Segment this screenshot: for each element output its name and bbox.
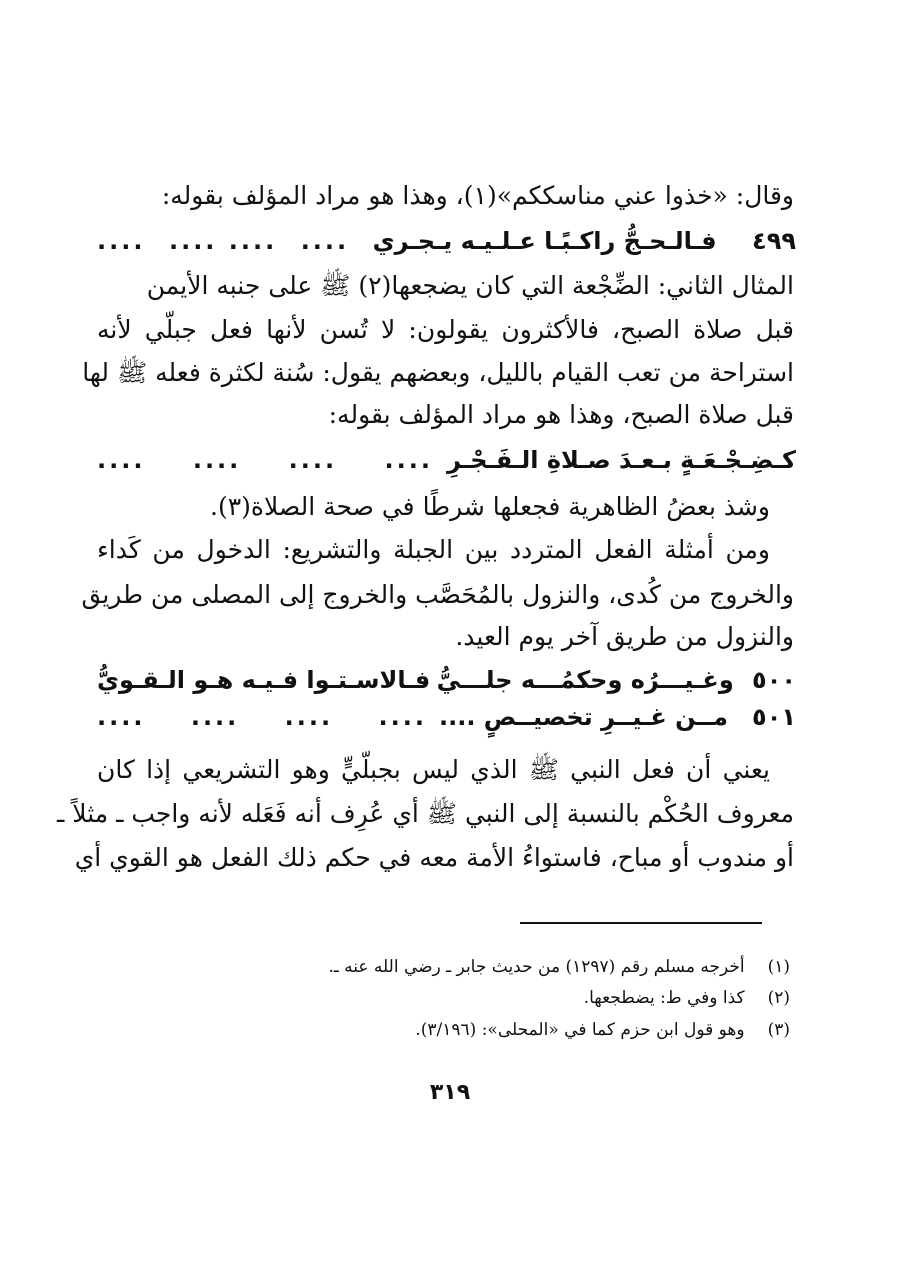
- text-line: قبل صلاة الصبح، وهذا هو مراد المؤلف بقوله:: [328, 400, 794, 429]
- text-line: ومن أمثلة الفعل المتردد بين الجبلة والتشريع: الدخول من كَداء: [97, 535, 770, 564]
- text-line: وشذ بعضُ الظاهرية فجعلها شرطًا في صحة الصلاة(٣).: [210, 492, 770, 521]
- text-line: أو مندوب أو مباح، فاستواءُ الأمة معه في حكم ذلك الفعل هو القوي أي: [74, 843, 794, 872]
- verse-dots: ....: [300, 227, 350, 255]
- text-line: يعني أن فعل النبي ﷺ الذي ليس بجبلّيٍّ وهو التشريعي إذا كان: [97, 755, 770, 784]
- text-line: وقال: «خذوا عني مناسككم»(١)، وهذا هو مراد المؤلف بقوله:: [161, 181, 794, 210]
- verse-500: [97, 660, 796, 700]
- footnote-text: كذا وفي ط: يضطجعها.: [583, 988, 745, 1008]
- footnote-number: (٢): [767, 988, 790, 1008]
- verse-501: [97, 697, 796, 737]
- text-line: معروف الحُكْم بالنسبة إلى النبي ﷺ أي عُرِف أنه فَعَله لأنه واجب ـ مثلاً ـ: [57, 799, 794, 828]
- footnote-text: وهو قول ابن حزم كما في «المحلى»: (٣/١٩٦).: [415, 1020, 745, 1040]
- verse-hemistich-1: وغـيـــرُه وحكمُـــه جلـــيُّ: [436, 666, 734, 694]
- verse-text: مــن غـيــرِ تخصيــصٍ ....: [438, 703, 729, 731]
- footnote-2: [584, 984, 790, 1012]
- page-number: ٣١٩: [429, 1080, 471, 1105]
- verse-number: ٤٩٩: [752, 227, 796, 255]
- verse-number: ٥٠١: [752, 703, 796, 731]
- verse-499: [97, 221, 796, 261]
- footnote-divider: [520, 922, 762, 924]
- text-line: والنزول من طريق آخر يوم العيد.: [455, 622, 794, 651]
- text-line: قبل صلاة الصبح، فالأكثرون يقولون: لا تُسن لأنها فعل جبلّي لأنه: [97, 315, 794, 344]
- text-line: المثال الثاني: الضِّجْعة التي كان يضجعها(٢) ﷺ على جنبه الأيمن: [146, 271, 794, 300]
- text-line: والخروج من كُدى، والنزول بالمُحَصَّب والخروج إلى المصلى من طريق: [81, 580, 794, 609]
- verse-dots: ....: [97, 227, 146, 255]
- text-line: استراحة من تعب القيام بالليل، وبعضهم يقول: سُنة لكثرة فعله ﷺ لها: [82, 358, 794, 387]
- verse-dots: .... ....: [168, 227, 278, 255]
- verse-number: ٥٠٠: [752, 666, 796, 694]
- verse-dots: .... .... .... ....: [97, 446, 433, 474]
- footnote-1: [328, 953, 790, 981]
- footnote-number: (١): [767, 957, 790, 977]
- footnote-text: أخرجه مسلم رقم (١٢٩٧) من حديث جابر ـ رضي الله عنه ـ.: [328, 957, 745, 977]
- footnote-3: [415, 1016, 790, 1044]
- verse-text: فـالـحـجُّ راكـبًـا عـلـيـه يـجـري: [372, 227, 717, 255]
- verse-text: كـضِـجْـعَـةٍ بـعـدَ صـلاةِ الـفَـجْـرِ: [447, 446, 796, 474]
- footnote-number: (٣): [767, 1020, 790, 1040]
- verse-hemistich-2: فـالاسـتـوا فـيـه هـو الـقـويُّ: [97, 666, 431, 694]
- verse-dots: .... .... .... ....: [97, 703, 427, 731]
- verse-dajaa: [97, 440, 796, 480]
